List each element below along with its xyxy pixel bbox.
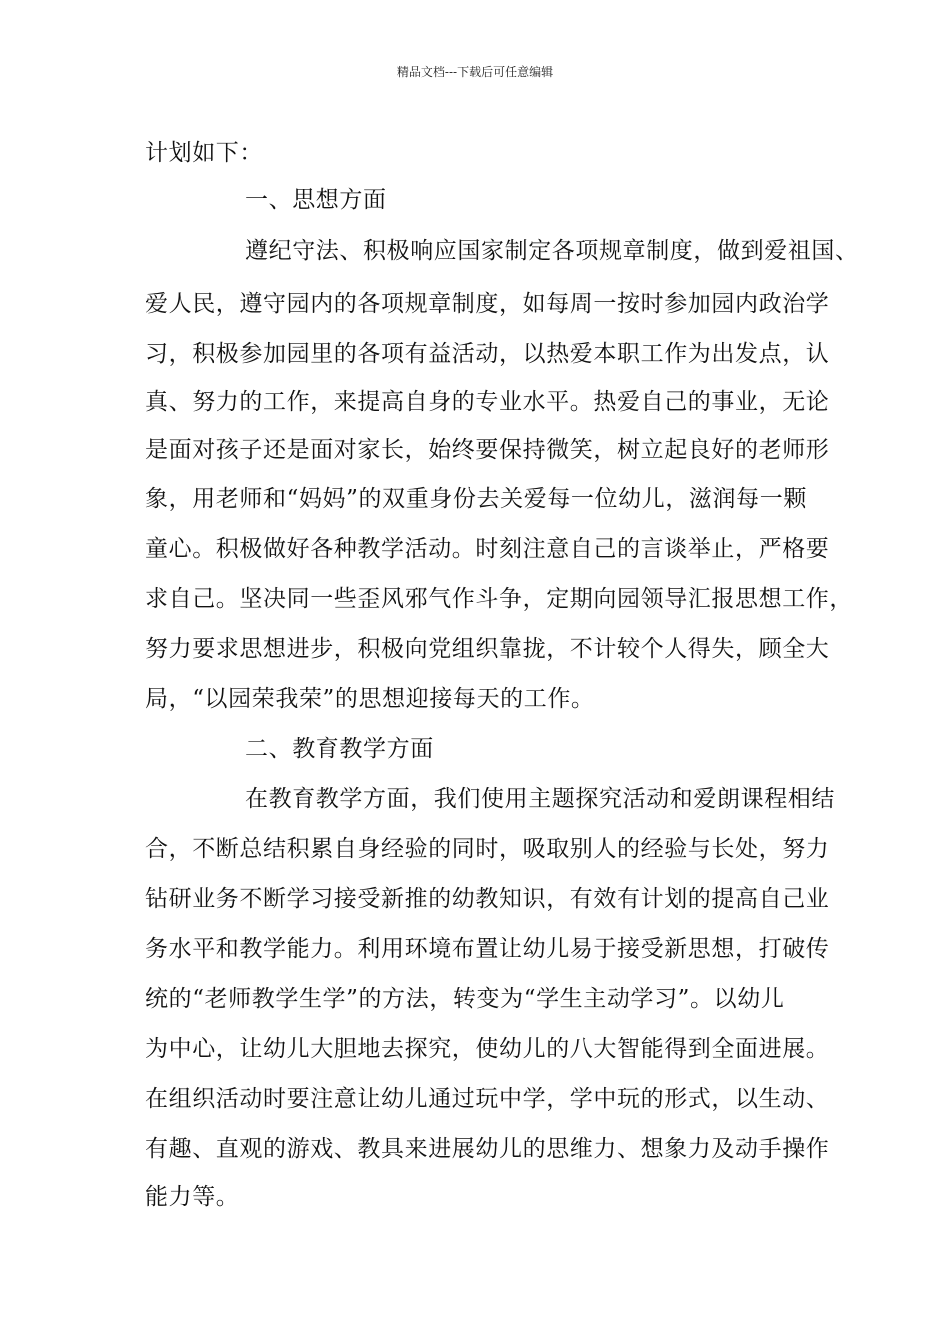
section-heading-teaching: 二、教育教学方面 — [245, 736, 434, 762]
text-line: 爱人民，遵守园内的各项规章制度，如每周一按时参加园内政治学 — [145, 291, 830, 317]
paragraph-first-line: 遵纪守法、积极响应国家制定各项规章制度，做到爱祖国、 — [245, 238, 859, 264]
page-header-watermark: 精品文档---下载后可任意编辑 — [396, 65, 554, 79]
text-line: 努力要求思想进步，积极向党组织靠拢，不计较个人得失，顾全大 — [145, 636, 830, 662]
text-line: 能力等。 — [145, 1184, 240, 1210]
text-line: 计划如下： — [145, 140, 263, 166]
text-line: 务水平和教学能力。利用环境布置让幼儿易于接受新思想，打破传 — [145, 936, 830, 962]
section-heading-thought: 一、思想方面 — [245, 187, 387, 213]
paragraph-first-line: 在教育教学方面，我们使用主题探究活动和爱朗课程相结 — [245, 786, 835, 812]
text-line: 求自己。坚决同一些歪风邪气作斗争，定期向园领导汇报思想工作， — [145, 586, 853, 612]
text-line: 为中心，让幼儿大胆地去探究，使幼儿的八大智能得到全面进展。 — [145, 1036, 830, 1062]
text-line: 局，“以园荣我荣”的思想迎接每天的工作。 — [145, 686, 595, 712]
text-line: 钻研业务不断学习接受新推的幼教知识，有效有计划的提高自己业 — [145, 886, 830, 912]
text-line: 在组织活动时要注意让幼儿通过玩中学，学中玩的形式，以生动、 — [145, 1086, 830, 1112]
text-line: 象，用老师和“妈妈”的双重身份去关爱每一位幼儿，滋润每一颗 — [145, 486, 807, 512]
text-line: 有趣、直观的游戏、教具来进展幼儿的思维力、想象力及动手操作 — [145, 1136, 830, 1162]
text-line: 是面对孩子还是面对家长，始终要保持微笑，树立起良好的老师形 — [145, 437, 830, 463]
text-line: 统的“老师教学生学”的方法，转变为“学生主动学习”。以幼儿 — [145, 986, 785, 1012]
text-line: 童心。积极做好各种教学活动。时刻注意自己的言谈举止，严格要 — [145, 536, 830, 562]
text-line: 真、努力的工作，来提高自身的专业水平。热爱自己的事业，无论 — [145, 389, 830, 415]
text-line: 习，积极参加园里的各项有益活动，以热爱本职工作为出发点，认 — [145, 341, 830, 367]
text-line: 合，不断总结积累自身经验的同时，吸取别人的经验与长处，努力 — [145, 836, 830, 862]
